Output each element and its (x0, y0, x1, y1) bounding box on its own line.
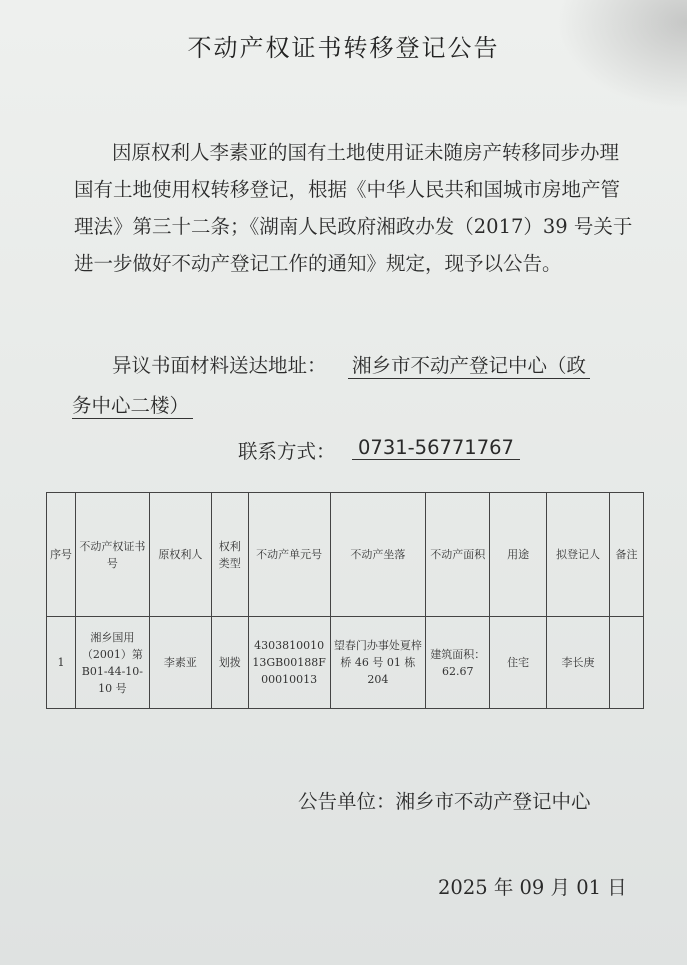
table-header-row (47, 493, 644, 617)
header-proposed-registrant: 拟登记人 (547, 493, 610, 617)
cell-proposed-registrant: 李长庚 (547, 617, 610, 709)
notice-body-text: 因原权利人李素亚的国有土地使用证未随房产转移同步办理国有土地使用权转移登记，根据《中华人民共和国城市房地产管理法》第三十二条；《湖南人民政府湘政办发（2017）39 号关于进一步做好不动产登记工作的通知》规定，现予以公告。 (74, 141, 633, 275)
header-location: 不动产坐落 (330, 493, 426, 617)
objection-address-label: 异议书面材料送达地址： (112, 354, 327, 377)
header-right-type: 权利类型 (211, 493, 248, 617)
cell-original-owner: 李素亚 (149, 617, 211, 709)
cell-cert-no: 湘乡国用（2001）第 B01-44-10-10 号 (75, 617, 149, 709)
contact-phone: 0731-56771767 (352, 436, 520, 460)
table-row (47, 617, 644, 709)
contact-label: 联系方式： (238, 440, 336, 463)
cell-remarks (609, 617, 643, 709)
cell-unit-no: 430381001013GB00188F00010013 (248, 617, 330, 709)
cell-usage: 住宅 (490, 617, 547, 709)
notice-body (74, 134, 634, 282)
registration-table (46, 492, 644, 709)
header-seq: 序号 (47, 493, 76, 617)
header-original-owner: 原权利人 (149, 493, 211, 617)
cell-area: 建筑面积：62.67 (426, 617, 490, 709)
cell-right-type: 划拨 (211, 617, 248, 709)
header-cert-no: 不动产权证书号 (75, 493, 149, 617)
header-area: 不动产面积 (426, 493, 490, 617)
notice-title: 不动产权证书转移登记公告 (187, 34, 500, 62)
header-unit-no: 不动产单元号 (248, 493, 330, 617)
cell-seq: 1 (47, 617, 76, 709)
publisher: 公告单位：湘乡市不动产登记中心 (298, 790, 591, 813)
notice-date: 2025 年 09 月 01 日 (438, 876, 627, 899)
header-usage: 用途 (490, 493, 547, 617)
header-remarks: 备注 (609, 493, 643, 617)
objection-address-line1: 湘乡市不动产登记中心（政 (348, 350, 590, 379)
objection-address-line2: 务中心二楼） (72, 390, 193, 419)
cell-location: 望春门办事处夏梓桥 46 号 01 栋 204 (330, 617, 426, 709)
